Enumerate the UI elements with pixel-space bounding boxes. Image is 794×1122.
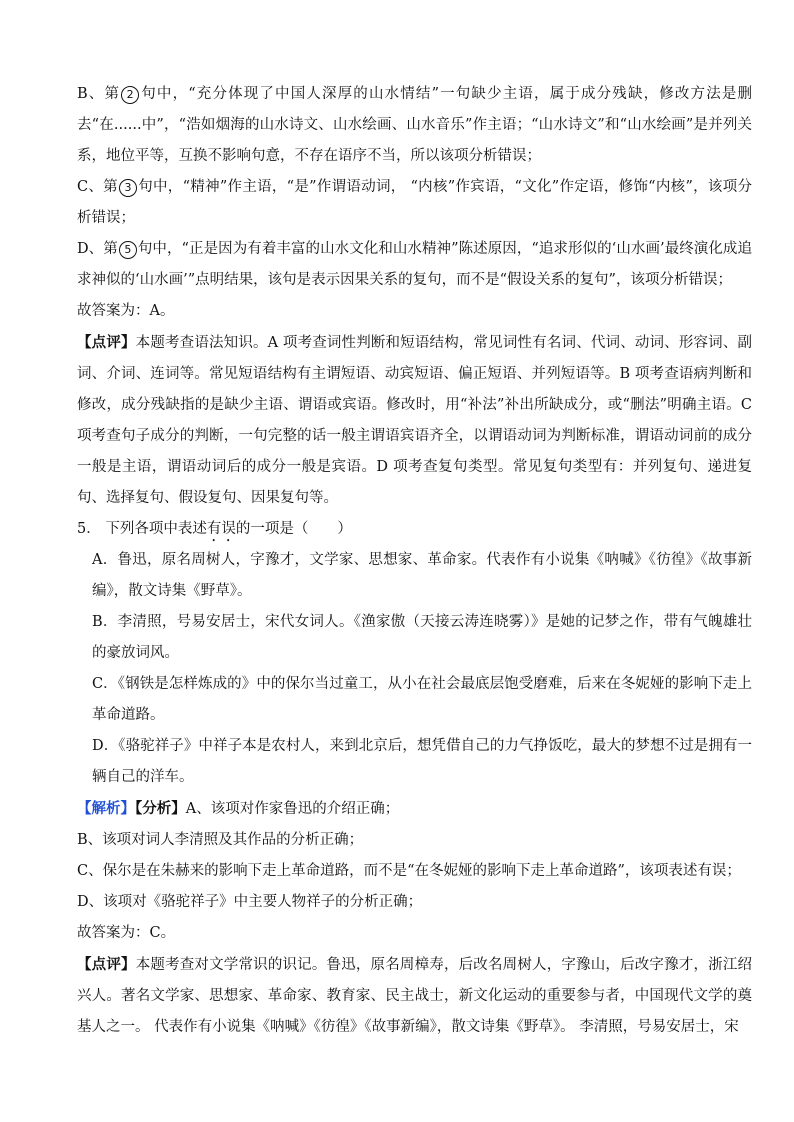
jiexi-tag: 【解析】: [77, 800, 135, 817]
answer-q5: 故答案为：C。: [77, 925, 176, 941]
option-d-prefix: D、第: [77, 241, 118, 257]
solution-line: C、保尔是在朱赫来的影响下走上革命道路，而不是“在冬妮娅的影响下走上革命道路”，该项表述有误；: [77, 863, 741, 879]
option-d-text: 句中，“正是因为有着丰富的山水文化和山水精神”陈述原因，“追求形似的‘山水画’最终演化成追求神似的‘山水画’”点明结果，该句是表示因果关系的复句，而不是“假设关系的复句”，该项分析错误；: [77, 241, 752, 288]
option-c-analysis: [77, 172, 752, 234]
solution-line: B、该项对词人李清照及其作品的分析正确；: [77, 832, 364, 848]
option-c: C．《钢铁是怎样炼成的》中的保尔当过童工，从小在社会最底层饱受磨难，后来在冬妮娅的影响下走上革命道路。: [92, 676, 752, 723]
question-lead: 5． 下列各项中表述: [77, 521, 207, 537]
comment-text: 本题考查对文学常识的识记。鲁迅，原名周樟寿，后改名周树人，字豫山，后改字豫才，浙江绍兴人。著名文学家、思想家、革命家、教育家、民主战士，新文化运动的重要参与者，中国现代文学的奠基人之一。 代表作有小说集《呐喊》《彷徨》《故事新编》，散文诗集《野草》。 李清照，号易安居士，宋: [77, 957, 753, 1035]
comment-q5: [77, 949, 752, 1043]
question-5-stem: [77, 514, 752, 545]
option-b-analysis: [77, 79, 752, 172]
option-d-analysis: [77, 234, 752, 296]
circled-number-3: 3: [119, 179, 137, 197]
solution-line: A、该项对作家鲁迅的介绍正确；: [185, 801, 400, 817]
option-c-text: 句中，“精神”作主语，“是”作谓语动词， “内核”作宾语，“文化”作定语，修饰“内核”，该项分析错误；: [77, 179, 752, 226]
option-b-text: 句中，“充分体现了中国人深厚的山水情结”一句缺少主语，属于成分残缺，修改方法是删去“在......中”，“浩如烟海的山水诗文、山水绘画、山水音乐”作主语；“山水诗文”和“山水绘画”是并列关系，地位平等，互换不影响句意，不存在语序不当，所以该项分析错误；: [77, 86, 753, 164]
comment-tag: 【点评】: [77, 956, 136, 973]
circled-number-2: 2: [121, 86, 139, 104]
option-b: B．李清照，号易安居士，宋代女词人。《渔家傲（天接云涛连晓雾）》是她的记梦之作，带有气魄雄壮的豪放词风。: [92, 614, 752, 661]
question-tail: 的一项是（ ）: [235, 521, 352, 537]
option-d: D．《骆驼祥子》中祥子本是农村人，来到北京后，想凭借自己的力气挣饭吃，最大的梦想不过是拥有一辆自己的洋车。: [92, 738, 752, 785]
option-a: A．鲁迅，原名周树人，字豫才，文学家、思想家、革命家。代表作有小说集《呐喊》《彷徨》《故事新编》，散文诗集《野草》。: [92, 552, 752, 599]
fenxi-tag: 【分析】: [135, 800, 186, 817]
option-c-prefix: C、第: [77, 179, 118, 195]
comment-tag: 【点评】: [77, 334, 136, 351]
solution-q5-first: [77, 793, 752, 825]
comment-q4: [77, 327, 752, 514]
solution-line: D、该项对《骆驼祥子》中主要人物祥子的分析正确；: [77, 894, 423, 910]
circled-number-5: 5: [119, 241, 137, 259]
comment-text: 本题考查语法知识。A 项考查词性判断和短语结构，常见词性有名词、代词、动词、形容词、副词、介词、连词等。常见短语结构有主谓短语、动宾短语、偏正短语、并列短语等。B 项考查语病判断和修改，成分残缺指的是缺少主语、谓语或宾语。修改时，用“补法”补出所缺成分，或“删法”明确主语。C 项考查句子成分的判断，一句完整的话一般主谓语宾语齐全，以谓语动词为判断标准，谓语动词前的成分一般是主语，谓语动词后的成分一般是宾语。D 项考查复句类型。常见复句类型有：并列复句、递进复句、选择复句、假设复句、因果复句等。: [77, 335, 753, 506]
page-content: [77, 79, 752, 1043]
option-b-prefix: B、第: [77, 86, 121, 102]
answer-q4: 故答案为：A。: [77, 303, 175, 319]
emphasis-text: 有误: [206, 521, 236, 537]
